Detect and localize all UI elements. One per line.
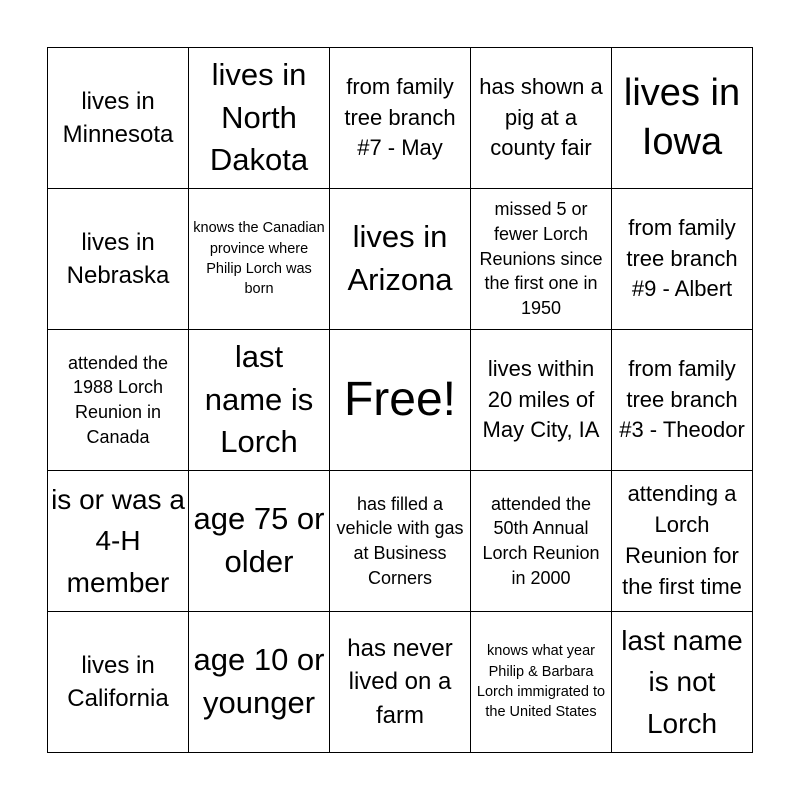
- bingo-square-text: attending a Lorch Reunion for the first time: [622, 481, 742, 599]
- bingo-square[interactable]: [612, 189, 753, 330]
- bingo-square[interactable]: [48, 471, 189, 612]
- bingo-square[interactable]: [330, 612, 471, 753]
- bingo-square[interactable]: [471, 471, 612, 612]
- bingo-square[interactable]: [330, 189, 471, 330]
- free-square[interactable]: [330, 330, 471, 471]
- bingo-square-text: lives in Nebraska: [66, 228, 170, 289]
- bingo-square-text: knows what year Philip & Barbara Lorch immigrated to the United States: [476, 643, 606, 721]
- bingo-square[interactable]: [189, 189, 330, 330]
- bingo-square-text: lives in Arizona: [347, 219, 453, 297]
- bingo-square-text: last name is Lorch: [204, 338, 314, 460]
- bingo-square[interactable]: [48, 330, 189, 471]
- bingo-square[interactable]: [612, 612, 753, 753]
- bingo-square[interactable]: [189, 612, 330, 753]
- bingo-square-text: knows the Canadian province where Philip Lorch was born: [193, 220, 325, 298]
- bingo-square[interactable]: [189, 330, 330, 471]
- bingo-square-text: age 10 or younger: [193, 642, 325, 720]
- bingo-square[interactable]: [48, 612, 189, 753]
- bingo-square-text: age 75 or older: [193, 501, 325, 579]
- bingo-square[interactable]: [612, 48, 753, 189]
- bingo-square[interactable]: [189, 471, 330, 612]
- bingo-square[interactable]: [48, 189, 189, 330]
- bingo-square-text: lives within 20 miles of May City, IA: [482, 355, 600, 443]
- bingo-square[interactable]: [471, 189, 612, 330]
- bingo-square[interactable]: [471, 48, 612, 189]
- bingo-square-text: attended the 1988 Lorch Reunion in Canada: [67, 352, 169, 447]
- bingo-square-text: attended the 50th Annual Lorch Reunion in 2000: [482, 493, 600, 588]
- bingo-square[interactable]: [48, 48, 189, 189]
- free-square-text: Free!: [343, 373, 457, 427]
- bingo-square[interactable]: [330, 48, 471, 189]
- bingo-square[interactable]: [471, 330, 612, 471]
- bingo-square-text: missed 5 or fewer Lorch Reunions since the first one in 1950: [479, 199, 603, 318]
- bingo-square-text: lives in Minnesota: [62, 87, 174, 148]
- bingo-square-text: from family tree branch #3 - Theodor: [619, 355, 745, 443]
- bingo-square-text: from family tree branch #7 - May: [344, 73, 456, 161]
- bingo-square[interactable]: [471, 612, 612, 753]
- bingo-board: [47, 47, 753, 753]
- bingo-square-text: from family tree branch #9 - Albert: [626, 214, 738, 302]
- bingo-square[interactable]: [612, 471, 753, 612]
- bingo-square[interactable]: [612, 330, 753, 471]
- bingo-square-text: lives in Iowa: [623, 71, 741, 163]
- bingo-square-text: has never lived on a farm: [347, 635, 453, 729]
- bingo-square-text: last name is not Lorch: [621, 625, 743, 739]
- bingo-square[interactable]: [330, 471, 471, 612]
- bingo-square-text: lives in California: [67, 651, 169, 712]
- bingo-square-text: has filled a vehicle with gas at Business Corners: [336, 493, 464, 588]
- bingo-square-text: has shown a pig at a county fair: [479, 73, 603, 161]
- bingo-square-text: lives in North Dakota: [209, 56, 309, 178]
- bingo-square-text: is or was a 4-H member: [51, 484, 185, 598]
- bingo-square[interactable]: [189, 48, 330, 189]
